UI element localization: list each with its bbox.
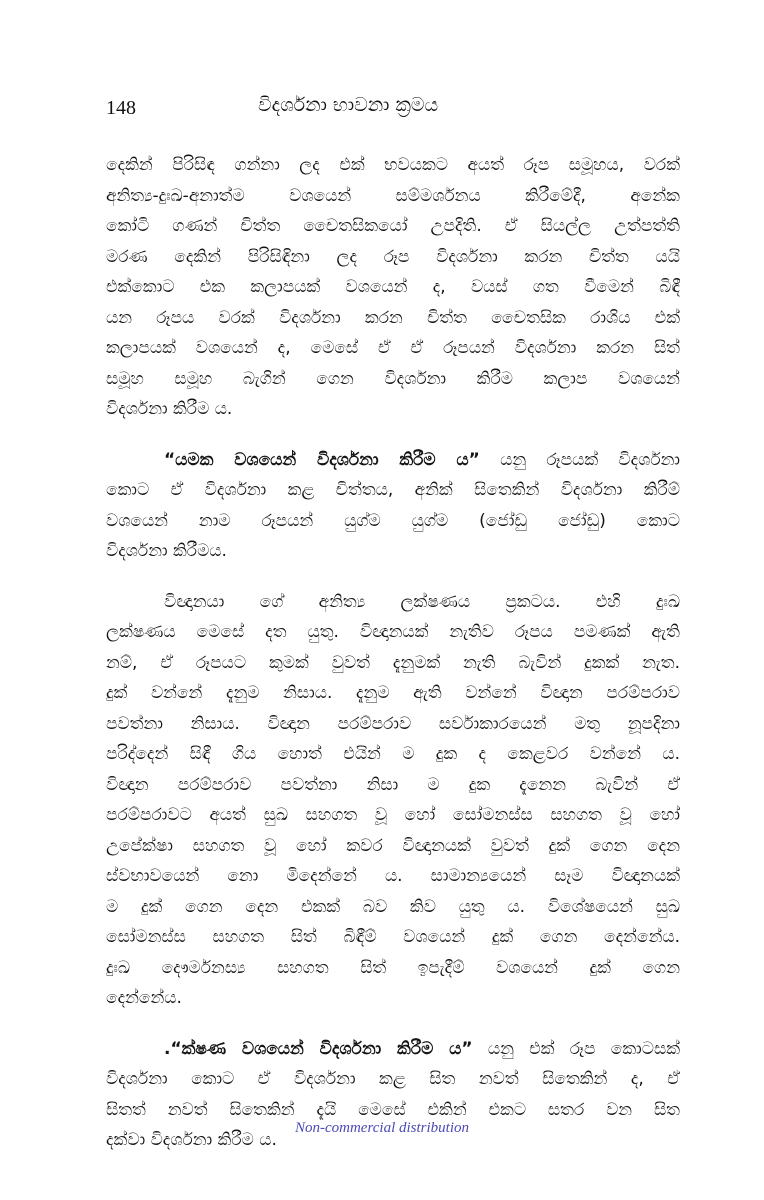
text-line: විඥානයා ගේ අනිත්‍ය ලක්ෂණය ප්‍රකටය. එහි දුඃඛ xyxy=(164,591,680,612)
text-line: දෙකින් පිරිසිඳ ගන්නා ලද එක් භවයකට අයත් රූප සමූහය, වරක් xyxy=(106,155,680,175)
text-line: නම්, ඒ රූපයට කුමක් වුවත් දැනුමක් නැති බැවින් දුකක් නැත. xyxy=(106,652,680,673)
text-line: දෙන්නේය. xyxy=(106,988,182,1008)
text-line: කලාපයක් වශයෙන් ද, මෙසේ ඒ ඒ රූපයන් විදර්ශනා කරන සිත් xyxy=(106,338,680,358)
text-line: වශයෙන් නාම රූපයන් යුග්ම යුග්ම (ජෝඩු ජෝඩු) කොට xyxy=(106,510,680,531)
bold-heading: “යමක වශයෙන් විදර්ශනා කිරීම ය” xyxy=(164,449,480,470)
text-line: විදර්ශනා කොට ඒ විදර්ශනා කළ සිත නවත් සිතෙකින් ද, ඒ xyxy=(106,1069,680,1089)
running-title: විදර්ශනා භාවනා ක්‍රමය xyxy=(258,94,439,116)
text-line: ලක්ෂණය මෙසේ දත යුතු. විඥානයක් නැතිව රූපය පමණක් ඇති xyxy=(106,622,680,642)
text-line: සිතත් නවත් සිතෙකින් දැයි මෙසේ එකින් එකට සතර වන සිත xyxy=(106,1099,680,1120)
text-line: දක්වා විදර්ශනා කිරීම ය. xyxy=(106,1130,277,1150)
paragraph-1 xyxy=(106,150,680,425)
paragraph-4 xyxy=(106,1034,680,1156)
text-line: මරණ දෙකින් පිරිසිඳිනා ලද රූප විදර්ශනා කරන චිත්ත යයි xyxy=(106,246,680,267)
page-number: 148 xyxy=(106,97,136,119)
text-line: විඥාන පරම්පරාව පවත්නා නිසා ම දුක දැනෙන බැවින් ඒ xyxy=(106,774,680,795)
lead-rest: යනු එක් රූප කොටසක් xyxy=(472,1038,680,1059)
text-line: කොට ඒ විදර්ශනා කළ චිත්තය, අනික් සිතෙකින් විදර්ශනා කිරීම් xyxy=(106,480,680,500)
text-line: අනිත්‍ය-දුඃඛ-අනාත්ම වශයෙන් සම්මර්ශනය කිරීමේදී, අනේක xyxy=(106,185,680,206)
paragraph-gap xyxy=(106,567,680,587)
text-line: පරම්පරාවට අයත් සුඛ සහගත වූ හෝ සෝමනස්ස සහගත වූ හෝ xyxy=(106,805,680,825)
text-line: කෝටි ගණන් චිත්ත චෛතසිකයෝ උපදිති. ඒ සියල්ල උත්පත්ති xyxy=(106,216,680,236)
paragraph-2 xyxy=(106,445,680,567)
text-line: සමූහ සමූහ බැගින් ගෙන විදර්ශනා කිරීම කලාප වශයෙන් xyxy=(106,368,680,389)
lead-rest: යනු රූපයක් විදර්ශනා xyxy=(479,449,680,470)
text-line: පරිද්දෙන් සිඳී ගිය හොත් එයින් ම දුක ද කෙළවර වන්නේ ය. xyxy=(106,744,680,764)
text-line-lead xyxy=(106,1034,680,1065)
bold-heading: .“ක්ෂණ වශයෙන් විදර්ශනා කිරීම ය” xyxy=(164,1038,473,1059)
text-line: පවත්නා නිසාය. විඥාන පරම්පරාව සර්වාකාරයෙන් මතු නූපදිනා xyxy=(106,713,680,734)
text-line: උපේක්ෂා සහගත වූ හෝ කවර විඥානයක් වුවත් දුක් ගෙන දෙන xyxy=(106,835,680,856)
paragraph-gap xyxy=(106,425,680,445)
text-line: ස්වභාවයෙන් නො මිදෙන්නේ ය. සාමාන්‍යයෙන් සෑම විඥානයක් xyxy=(106,866,680,886)
text-line: විදර්ශනා කිරීමය. xyxy=(106,541,227,561)
body-text xyxy=(106,150,680,1156)
text-line: යන රූපය වරක් විදර්ශනා කරන චිත්ත චෛතසික රාශිය එක් xyxy=(106,307,680,328)
paragraph-3 xyxy=(106,587,680,1014)
text-line: ම දුක් ගෙන දෙන එකක් බව කිව යුතු ය. විශේෂයෙන් සුඛ xyxy=(106,896,680,917)
paragraph-gap xyxy=(106,1014,680,1034)
text-line: සෝමනස්ස සහගත සිත් බිඳීම් වශයෙන් දුක් ගෙන දෙන්නේය. xyxy=(106,927,680,947)
text-line: දුඃඛ දෞර්මනස්‍ය සහගත සිත් ඉපැදීම් වශයෙන් දුක් ගෙන xyxy=(106,957,680,978)
distribution-watermark: Non-commercial distribution xyxy=(294,1120,470,1136)
text-line: එක්කොට එක කලාපයක් වශයෙන් ද, වයස් ගත වීමෙන් බිඳී xyxy=(106,277,680,297)
text-line: විදර්ශනා කිරීම ය. xyxy=(106,399,233,419)
text-line: දුක් වන්නේ දැනුම නිසාය. දැනුම ඇති වන්නේ විඥාන පරම්පරාව xyxy=(106,683,680,703)
text-line-lead xyxy=(106,445,680,476)
